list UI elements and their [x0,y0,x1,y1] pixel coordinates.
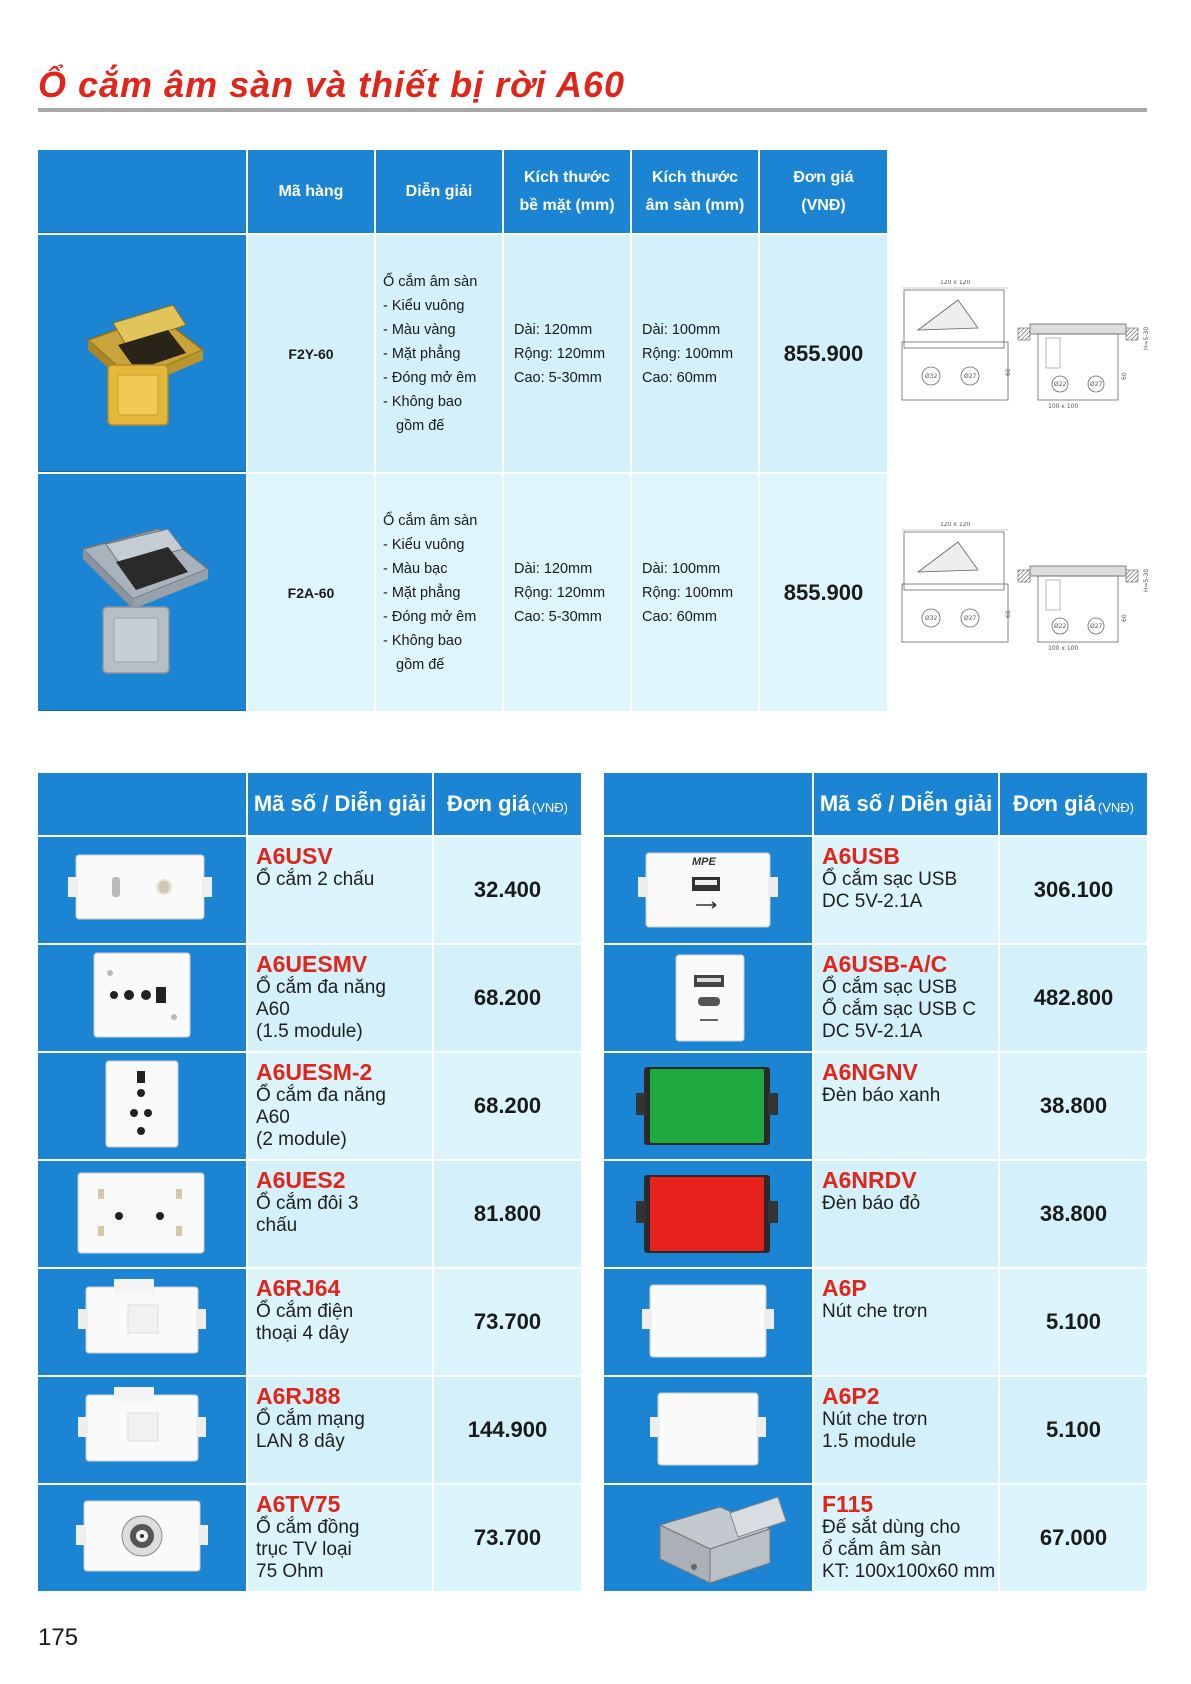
product-code: A6UESM-2 [256,1059,373,1085]
product-description: Ổ cắm điện thoại 4 dây [256,1301,354,1344]
header-price: Đơn giá (VNĐ) [998,773,1147,835]
product-price: 855.900 [758,474,887,711]
product-code: A6USB-A/C [822,951,948,977]
product-description: Ổ cắm đa năng A60 (2 module) [256,1085,386,1150]
svg-text:Ø27: Ø27 [964,373,977,380]
table-row [604,1267,1147,1375]
product-description: Ổ cắm đa năng A60 (1.5 module) [256,977,386,1042]
product-code: A6USV [256,843,333,869]
svg-text:100 x 100: 100 x 100 [1048,403,1079,410]
product-description: Nút che trơn [822,1301,928,1322]
table-row [604,1483,1147,1591]
product-image [604,1485,812,1591]
svg-text:Ø27: Ø27 [1090,623,1103,630]
product-image [604,945,812,1051]
product-price: 73.700 [432,1485,581,1591]
table-row [38,1483,581,1591]
svg-text:Ø32: Ø32 [925,373,938,380]
header-desc: Diễn giải [374,150,502,233]
module-table-header [604,773,1147,835]
product-code: A6USB [822,843,900,869]
svg-text:Ø27: Ø27 [964,615,977,622]
product-image [604,1161,812,1267]
surface-size: Dài: 120mm Rộng: 120mm Cao: 5-30mm [514,321,606,386]
product-description: Đèn báo đỏ [822,1193,921,1214]
page-number: 175 [38,1624,79,1651]
product-code: A6P2 [822,1383,880,1409]
table-row [38,943,581,1051]
product-code: A6UESMV [256,951,368,977]
product-price: 67.000 [998,1485,1147,1591]
product-price: 482.800 [998,945,1147,1051]
product-description: Ổ cắm đôi 3 chấu [256,1193,359,1236]
table-row [38,1267,581,1375]
product-price: 5.100 [998,1377,1147,1483]
svg-text:Ø32: Ø32 [925,615,938,622]
module-table-header [38,773,581,835]
header-code-desc: Mã số / Diễn giải [812,773,998,835]
product-description: Ổ cắm sạc USB Ổ cắm sạc USB C DC 5V-2.1A [822,977,977,1042]
technical-drawing [898,522,1163,652]
product-image [604,1053,812,1159]
product-image [38,1161,246,1267]
product-code: A6NRDV [822,1167,917,1193]
product-code: F115 [822,1491,874,1517]
header-price: Đơn giá (VNĐ) [432,773,581,835]
product-description: Đèn báo xanh [822,1085,941,1106]
technical-drawing [898,280,1163,410]
product-description: Ổ cắm âm sàn - Kiểu vuông - Màu vàng - Mặt phẳng - Đóng mở êm - Không bao gồm đế [383,273,478,434]
floor-size: Dài: 100mm Rộng: 100mm Cao: 60mm [642,560,734,625]
product-image-gold-floor-socket [38,235,246,472]
product-description: Ổ cắm âm sàn - Kiểu vuông - Màu bạc - Mặt phẳng - Đóng mở êm - Không bao gồm đế [383,512,478,673]
product-image [604,1377,812,1483]
table-row [38,1159,581,1267]
floor-socket-table [38,150,887,711]
svg-text:60: 60 [1005,610,1012,618]
product-description: Đế sắt dùng cho ổ cắm âm sàn KT: 100x100x60 mm [822,1517,996,1582]
table-row [604,1159,1147,1267]
svg-text:Ø22: Ø22 [1054,623,1067,630]
svg-text:100 x 100: 100 x 100 [1048,645,1079,652]
product-image [604,837,812,943]
svg-text:60: 60 [1121,372,1128,380]
header-floor-size: Kích thước âm sàn (mm) [630,150,758,233]
svg-text:60: 60 [1121,614,1128,622]
product-price: 73.700 [432,1269,581,1375]
floor-table-header [38,150,887,233]
product-price: 38.800 [998,1161,1147,1267]
product-image [38,945,246,1051]
product-description: Ổ cắm 2 chấu [256,869,375,890]
svg-text:Ø27: Ø27 [1090,381,1103,388]
header-code: Mã hàng [246,150,374,233]
product-price: 306.100 [998,837,1147,943]
table-row [604,1375,1147,1483]
product-code: A6UES2 [256,1167,346,1193]
product-description: Ổ cắm sạc USB DC 5V-2.1A [822,869,958,912]
header-surface-size: Kích thước bề mặt (mm) [502,150,630,233]
product-price: 144.900 [432,1377,581,1483]
table-row [604,835,1147,943]
title-divider [38,108,1147,112]
product-description: Ổ cắm đồng trục TV loại 75 Ohm [256,1517,360,1582]
product-price: 68.200 [432,945,581,1051]
table-row [604,1051,1147,1159]
header-code-desc: Mã số / Diễn giải [246,773,432,835]
product-price: 32.400 [432,837,581,943]
product-price: 68.200 [432,1053,581,1159]
product-code: A6RJ88 [256,1383,341,1409]
product-code: A6NGNV [822,1059,918,1085]
svg-text:Ø22: Ø22 [1054,381,1067,388]
svg-text:H=5-30: H=5-30 [1143,326,1150,350]
product-image [38,1053,246,1159]
product-code: A6TV75 [256,1491,341,1517]
product-code: A6RJ64 [256,1275,341,1301]
svg-text:120 x 120: 120 x 120 [940,522,971,528]
product-image [38,1485,246,1591]
module-table-left [38,773,581,1591]
product-image [38,1269,246,1375]
product-code: F2A-60 [246,474,374,711]
table-row [38,835,581,943]
product-image [38,837,246,943]
floor-size: Dài: 100mm Rộng: 100mm Cao: 60mm [642,321,734,386]
product-price: 38.800 [998,1053,1147,1159]
product-code: A6P [822,1275,867,1301]
table-row [38,1375,581,1483]
table-row [38,1051,581,1159]
header-price: Đơn giá (VNĐ) [758,150,887,233]
svg-text:MPE: MPE [692,856,716,868]
table-row [38,472,887,711]
table-row [604,943,1147,1051]
svg-text:60: 60 [1005,368,1012,376]
page-title: Ổ cắm âm sàn và thiết bị rời A60 [38,64,626,105]
product-price: 81.800 [432,1161,581,1267]
product-description: Ổ cắm mạng LAN 8 dây [256,1409,365,1452]
product-image-silver-floor-socket [38,474,246,711]
surface-size: Dài: 120mm Rộng: 120mm Cao: 5-30mm [514,560,606,625]
product-image [604,1269,812,1375]
svg-text:H=5-30: H=5-30 [1143,568,1150,592]
product-image [38,1377,246,1483]
product-code: F2Y-60 [246,235,374,472]
product-price: 5.100 [998,1269,1147,1375]
product-price: 855.900 [758,235,887,472]
product-description: Nút che trơn 1.5 module [822,1409,928,1452]
table-row [38,233,887,472]
svg-text:120 x 120: 120 x 120 [940,280,971,286]
module-table-right [604,773,1147,1591]
